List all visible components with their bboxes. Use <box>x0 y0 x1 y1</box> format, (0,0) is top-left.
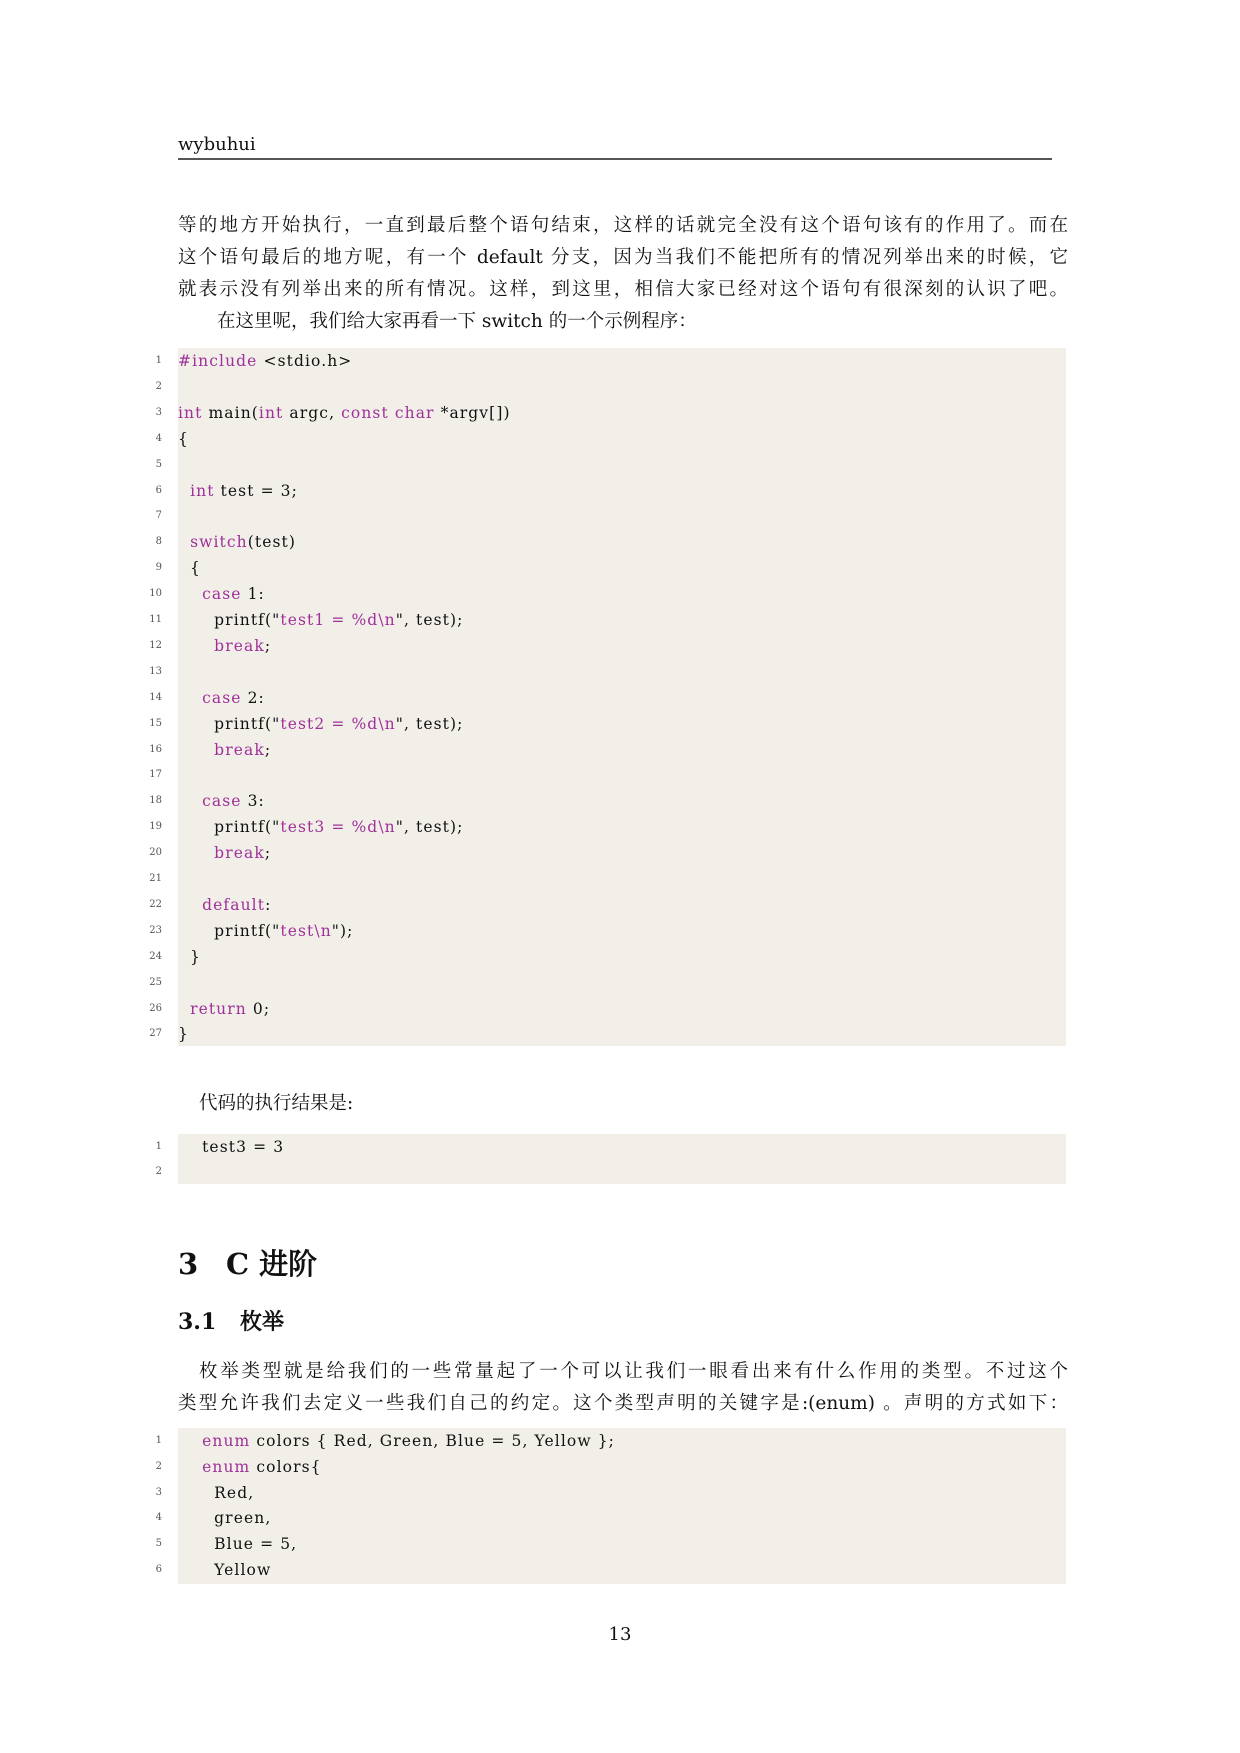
line-number: 27 <box>149 1028 162 1040</box>
code-listing-switch <box>149 348 1066 1046</box>
section-number: 3 <box>178 1247 199 1281</box>
line-number: 17 <box>149 769 162 781</box>
switch-code-line <box>149 970 1066 996</box>
line-number: 5 <box>155 458 162 470</box>
code-text: printf("test\n"); <box>178 921 354 940</box>
code-text: break; <box>214 740 272 759</box>
switch-code-line <box>149 737 1066 763</box>
intro-line: 等的地方开始执行，一直到最后整个语句结束，这样的话就完全没有这个语句该有的作用了。而在 <box>178 215 1068 236</box>
result-code-line <box>155 1134 1066 1160</box>
switch-code-line <box>155 478 1066 504</box>
code-text: default: <box>202 895 272 914</box>
line-number: 2 <box>155 1460 162 1472</box>
enum-line: 类型允许我们去定义一些我们自己的约定。这个类型声明的关键字是:(enum) 。声明的方式如下： <box>178 1393 1068 1414</box>
switch-code-line <box>155 529 1066 555</box>
switch-code-line <box>149 685 1066 711</box>
switch-code-line <box>149 711 1066 737</box>
code-text: break; <box>214 844 272 863</box>
switch-code-line <box>149 840 1066 866</box>
line-number: 2 <box>155 1166 162 1177</box>
intro-paragraph <box>178 210 1068 338</box>
section-title: C 进阶 <box>226 1247 318 1281</box>
switch-code-line <box>149 762 1066 788</box>
line-number: 4 <box>155 432 162 444</box>
subsection-heading <box>178 1305 284 1336</box>
line-number: 7 <box>155 510 162 522</box>
page-number: 13 <box>608 1624 632 1645</box>
code-text: int main(int argc, const char *argv[]) <box>178 403 511 422</box>
switch-code-line <box>155 426 1066 452</box>
code-text: Yellow <box>178 1561 272 1579</box>
line-number: 6 <box>155 1564 162 1575</box>
line-number: 25 <box>149 976 162 988</box>
code-text: break; <box>214 636 272 655</box>
line-number: 2 <box>155 380 162 392</box>
enum-code-line <box>155 1428 1066 1454</box>
header-rule <box>178 158 1052 160</box>
intro-line: 就表示没有列举出来的所有情况。这样，到这里，相信大家已经对这个语句有很深刻的认识了吧。 <box>178 279 1068 300</box>
line-number: 24 <box>149 950 162 962</box>
enum-paragraph <box>178 1356 1068 1420</box>
switch-code-line <box>155 452 1066 478</box>
line-number: 1 <box>155 355 162 366</box>
result-lead <box>178 1088 1068 1120</box>
switch-code-line <box>149 633 1066 659</box>
section-heading <box>178 1242 317 1283</box>
line-number: 16 <box>149 743 162 755</box>
line-number: 22 <box>149 898 162 910</box>
line-number: 20 <box>149 847 162 859</box>
enum-code-line <box>155 1531 1066 1557</box>
code-text: enum colors { Red, Green, Blue = 5, Yellow }; <box>202 1432 616 1450</box>
switch-code-line <box>155 374 1066 400</box>
code-text: printf("test1 = %d\n", test); <box>178 611 464 629</box>
subsection-title: 枚举 <box>240 1309 285 1335</box>
code-text: } <box>178 1025 189 1044</box>
intro-lead: 在这里呢，我们给大家再看一下 switch 的一个示例程序： <box>217 311 697 332</box>
line-number: 26 <box>149 1002 162 1014</box>
line-number: 9 <box>155 562 162 574</box>
code-text: } <box>178 947 202 966</box>
switch-code-line <box>149 866 1066 892</box>
line-number: 3 <box>155 406 162 418</box>
line-number: 21 <box>149 873 162 884</box>
running-header: wybuhui <box>178 134 256 155</box>
switch-code-line <box>149 1021 1066 1047</box>
line-number: 1 <box>155 1435 162 1446</box>
enum-line: 枚举类型就是给我们的一些常量起了一个可以让我们一眼看出来有什么作用的类型。不过这个 <box>199 1361 1068 1382</box>
code-text: green, <box>178 1509 272 1528</box>
enum-code-line <box>155 1480 1066 1506</box>
switch-code-line <box>155 400 1066 426</box>
switch-code-line <box>155 555 1066 581</box>
switch-code-line <box>149 659 1066 685</box>
code-text: case 1: <box>202 585 265 604</box>
code-text: Blue = 5, <box>178 1535 298 1554</box>
line-number: 4 <box>155 1512 162 1524</box>
switch-code-line <box>155 348 1066 374</box>
code-text: case 3: <box>202 792 265 811</box>
code-text: test3 = 3 <box>178 1138 285 1156</box>
switch-code-line <box>149 581 1066 607</box>
code-listing-enum <box>155 1428 1066 1584</box>
enum-code-line <box>155 1454 1066 1480</box>
line-number: 23 <box>149 924 162 936</box>
line-number: 19 <box>149 821 162 833</box>
line-number: 6 <box>155 484 162 496</box>
line-number: 18 <box>149 795 162 807</box>
code-text: printf("test2 = %d\n", test); <box>178 714 464 733</box>
code-text: int test = 3; <box>190 481 298 500</box>
code-text: #include <stdio.h> <box>178 352 353 370</box>
subsection-number: 3.1 <box>178 1309 217 1335</box>
code-text: return 0; <box>190 999 271 1018</box>
switch-code-line <box>149 996 1066 1022</box>
code-text: switch(test) <box>190 533 297 552</box>
code-text: { <box>178 429 189 448</box>
switch-code-line <box>149 788 1066 814</box>
line-number: 15 <box>149 717 162 729</box>
line-number: 11 <box>149 614 162 625</box>
code-text: { <box>178 559 202 578</box>
code-text: case 2: <box>202 688 265 707</box>
enum-code-line <box>155 1557 1066 1583</box>
result-code-line <box>155 1159 1066 1185</box>
enum-code-line <box>155 1505 1066 1531</box>
intro-line: 这个语句最后的地方呢，有一个 default 分支，因为当我们不能把所有的情况列举出来的时候，它 <box>178 247 1068 268</box>
code-text: enum colors{ <box>202 1457 322 1476</box>
line-number: 8 <box>155 536 162 548</box>
switch-code-line <box>149 918 1066 944</box>
switch-code-line <box>149 892 1066 918</box>
switch-code-line <box>149 944 1066 970</box>
switch-code-line <box>155 503 1066 529</box>
switch-code-line <box>149 814 1066 840</box>
code-listing-result <box>155 1134 1066 1184</box>
line-number: 3 <box>155 1486 162 1498</box>
code-text: printf("test3 = %d\n", test); <box>178 818 464 837</box>
line-number: 14 <box>149 691 162 703</box>
line-number: 12 <box>149 639 162 651</box>
line-number: 5 <box>155 1538 162 1550</box>
result-lead-text: 代码的执行结果是: <box>199 1093 354 1114</box>
line-number: 13 <box>149 665 162 677</box>
switch-code-line <box>149 607 1066 633</box>
line-number: 1 <box>155 1141 162 1152</box>
line-number: 10 <box>149 588 162 600</box>
code-text: Red, <box>178 1483 255 1502</box>
